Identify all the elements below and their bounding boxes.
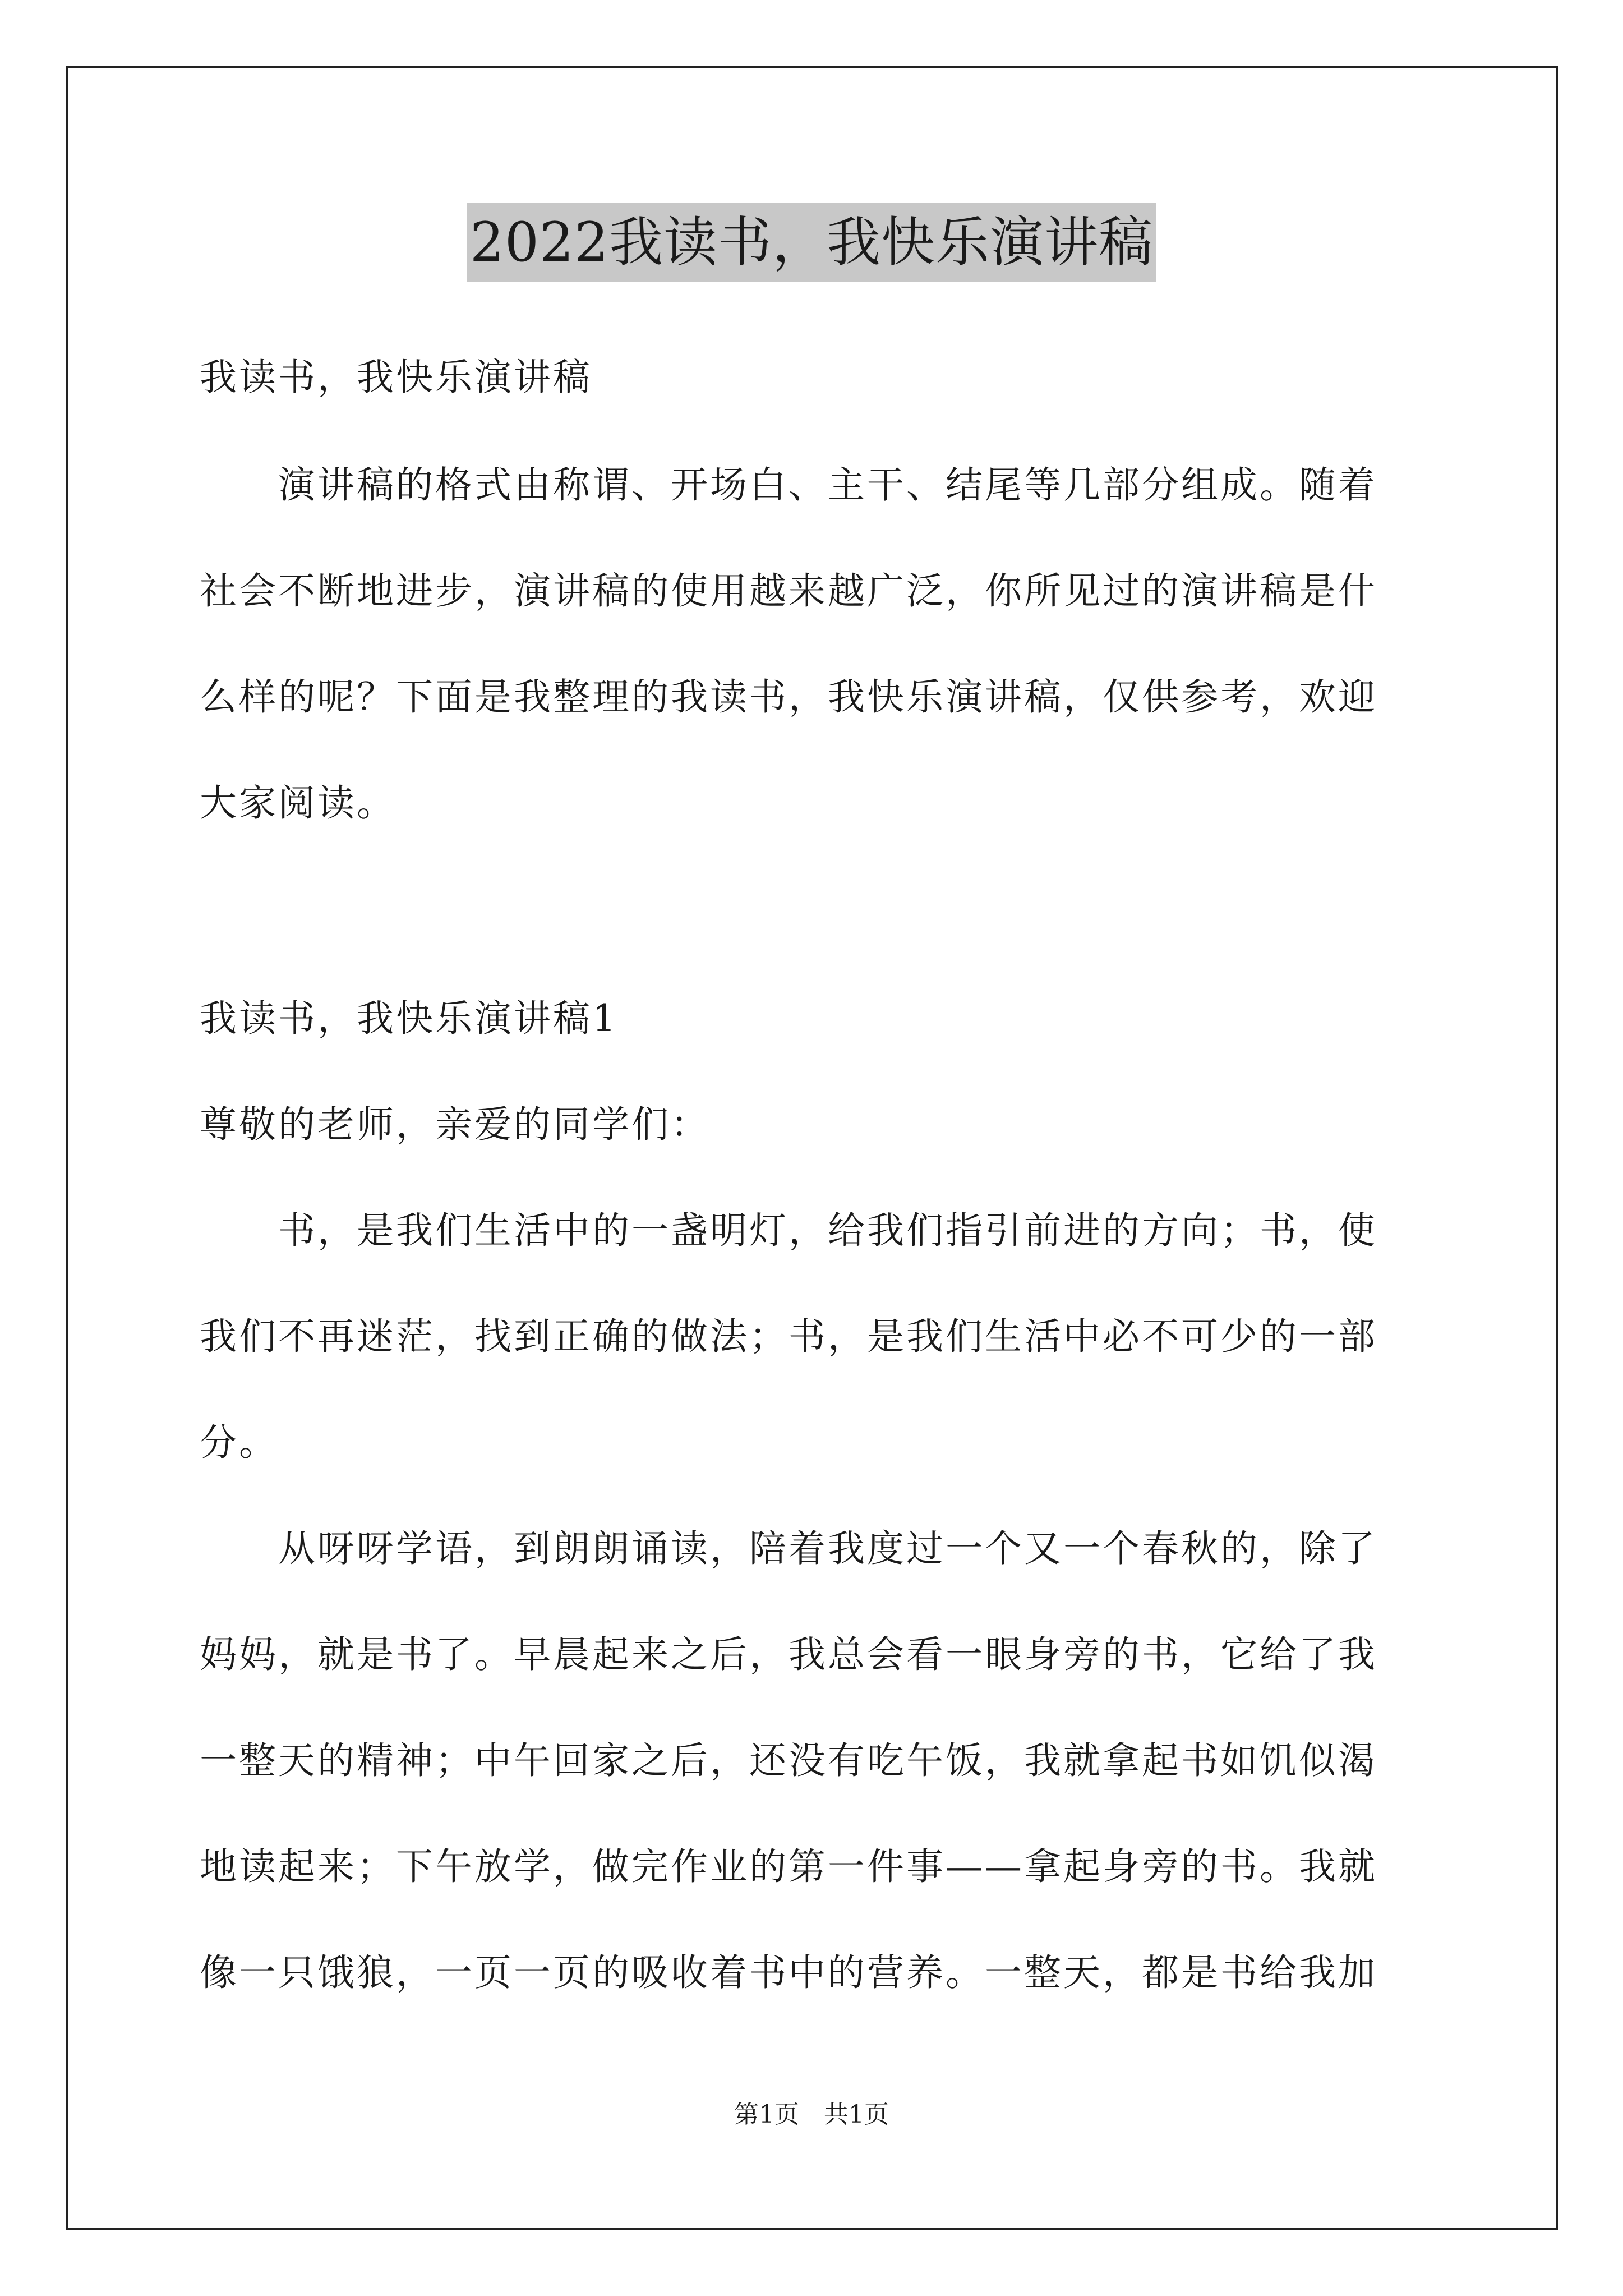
body-line: 地读起来；下午放学，做完作业的第一件事——拿起身旁的书。我就 — [200, 1845, 1377, 1888]
title-container — [0, 203, 1623, 282]
body-line: 社会不断地进步，演讲稿的使用越来越广泛，你所见过的演讲稿是什 — [200, 569, 1377, 613]
page-footer: 第1页 共1页 — [734, 2100, 889, 2129]
body-line: 妈妈，就是书了。早晨起来之后，我总会看一眼身旁的书，它给了我 — [200, 1633, 1377, 1676]
subtitle-line: 我读书，我快乐演讲稿 — [200, 356, 592, 399]
body-line: 我们不再迷茫，找到正确的做法；书，是我们生活中必不可少的一部 — [200, 1315, 1377, 1358]
body-line: 分。 — [200, 1421, 278, 1464]
body-line: 么样的呢？下面是我整理的我读书，我快乐演讲稿，仅供参考，欢迎 — [200, 675, 1377, 719]
body-line: 大家阅读。 — [200, 781, 396, 825]
body-line: 书，是我们生活中的一盏明灯，给我们指引前进的方向；书，使 — [200, 1209, 1377, 1252]
salutation-line: 尊敬的老师，亲爱的同学们： — [200, 1103, 710, 1146]
section-heading: 我读书，我快乐演讲稿1 — [200, 997, 618, 1040]
body-line: 像一只饿狼，一页一页的吸收着书中的营养。一整天，都是书给我加 — [200, 1951, 1377, 1994]
body-line: 一整天的精神；中午回家之后，还没有吃午饭，我就拿起书如饥似渴 — [200, 1739, 1377, 1782]
body-line: 从呀呀学语，到朗朗诵读，陪着我度过一个又一个春秋的，除了 — [200, 1527, 1377, 1570]
document-title: 2022我读书，我快乐演讲稿 — [467, 203, 1156, 282]
body-line: 演讲稿的格式由称谓、开场白、主干、结尾等几部分组成。随着 — [200, 463, 1377, 507]
